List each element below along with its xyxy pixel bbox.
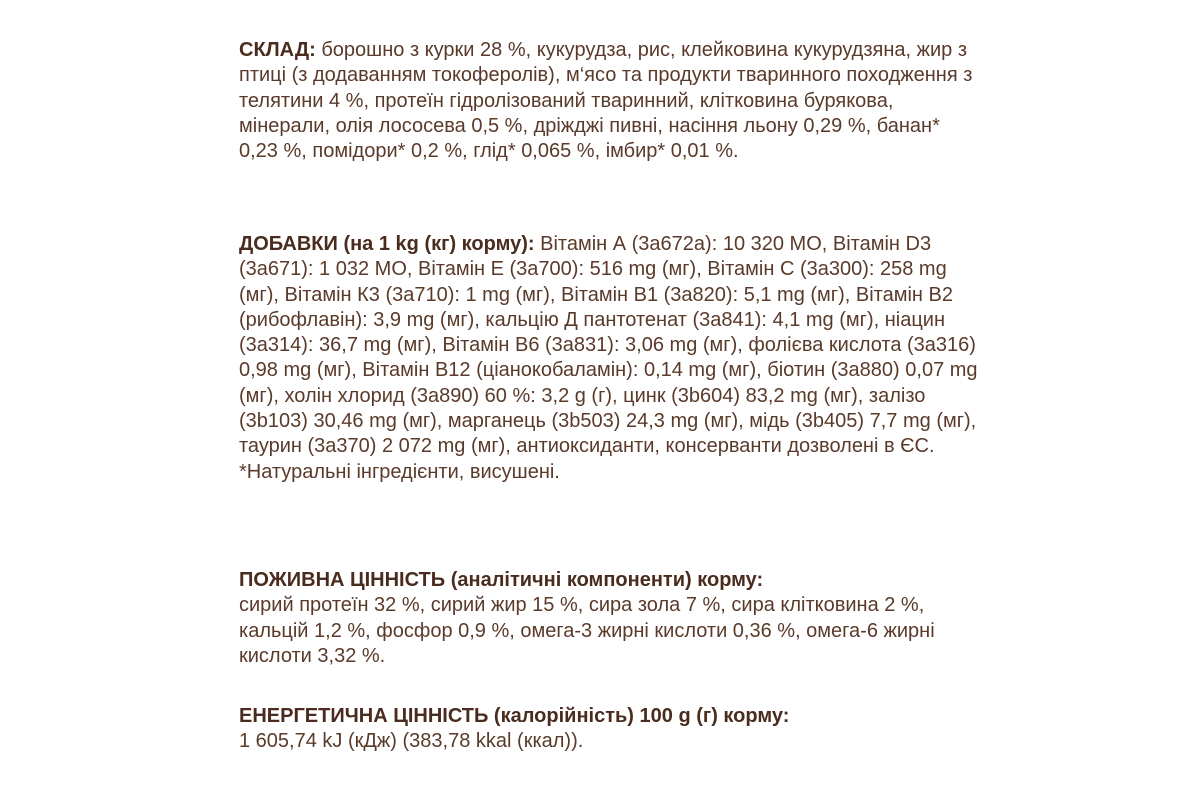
composition-text: борошно з курки 28 %, кукурудза, рис, клейковина кукурудзяна, жир з птиці (з додаванням токоферолів), м‘ясо та продукти тваринного походження з телятини 4 %, протеїн гідролізований тваринний, клітковина бурякова, мінерали, олія лососева 0,5 %, дріжджі пивні, насіння льону 0,29 %, банан* 0,23 %, помідори* 0,2 %, глід* 0,065 %, імбир* 0,01 %. [239, 39, 973, 163]
nutrition-heading: ПОЖИВНА ЦІННІСТЬ (аналітичні компоненти) корму: [239, 569, 764, 591]
composition-paragraph [239, 38, 979, 164]
nutrition-section [239, 568, 979, 669]
composition-section [239, 38, 979, 164]
additives-heading: ДОБАВКИ (на 1 kg (кг) корму): [239, 233, 535, 255]
additives-text: Вітамін А (3а672а): 10 320 МО, Вітамін D3 (3а671): 1 032 МО, Вітамін Е (3а700): 516 mg (мг), Вітамін С (3а300): 258 mg (мг), Вітамін К3 (3а710): 1 mg (мг), Вітамін В1 (3а820): 5,1 mg (мг), Вітамін В2 (рибофлавін): 3,9 mg (мг), кальцію Д пантотенат (3а841): 4,1 mg (мг), ніацин (3а314): 36,7 mg (мг), Вітамін В6 (3а831): 3,06 mg (мг), фолієва кислота (3а316) 0,98 mg (мг), Вітамін В12 (ціанокобаламін): 0,14 mg (мг), біотин (3а880) 0,07 mg (мг), холін хлорид (3а890) 60 %: 3,2 g (г), цинк (3b604) 83,2 mg (мг), залізо (3b103) 30,46 mg (мг), марганець (3b503) 24,3 mg (мг), мідь (3b405) 7,7 mg (мг), таурин (3а370) 2 072 mg (мг), антиоксиданти, консерванти дозволені в ЄС. *Натуральні інгредієнти, висушені. [239, 233, 978, 483]
composition-heading: СКЛАД: [239, 39, 316, 61]
additives-section [239, 232, 979, 485]
energy-paragraph [239, 704, 789, 755]
nutrition-paragraph [239, 568, 979, 669]
energy-text: 1 605,74 kJ (кДж) (383,78 kkal (ккал)). [239, 730, 584, 753]
energy-heading: ЕНЕРГЕТИЧНА ЦІННІСТЬ (калорійність) 100 g (г) корму: [239, 705, 790, 727]
energy-section [239, 704, 789, 755]
nutrition-text: сирий протеїн 32 %, сирий жир 15 %, сира зола 7 %, сира клітковина 2 %, кальцій 1,2 %, фосфор 0,9 %, омега-3 жирні кислоти 0,36 %, омега-6 жирні кислоти 3,32 %. [239, 594, 935, 667]
additives-paragraph [239, 232, 979, 485]
